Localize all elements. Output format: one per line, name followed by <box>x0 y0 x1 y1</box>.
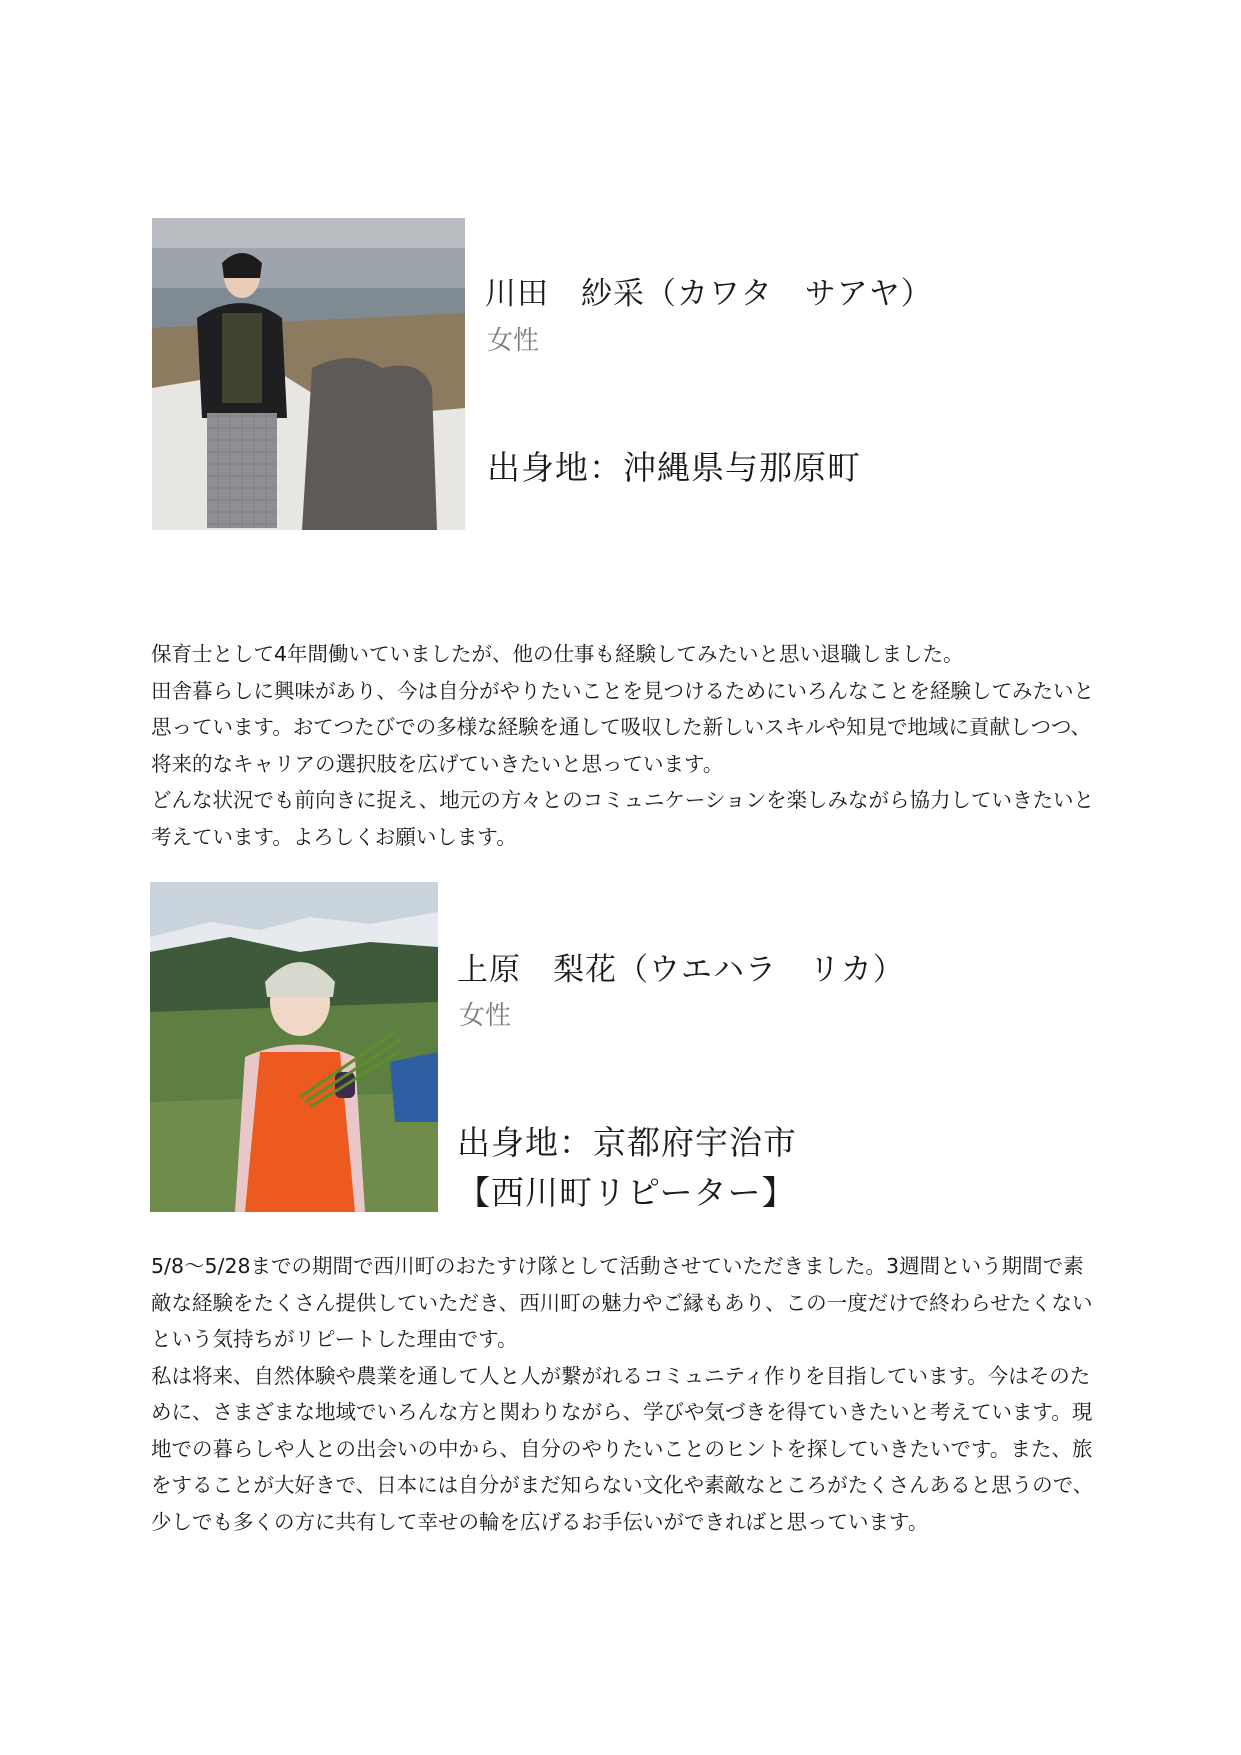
bio-paragraph: どんな状況でも前向きに捉え、地元の方々とのコミュニケーションを楽しみながら協力していきたいと考えています。よろしくお願いします。 <box>151 788 1094 849</box>
bio-paragraph: 私は将来、自然体験や農業を通して人と人が繋がれるコミュニティ作りを目指しています。今はそのために、さまざまな地域でいろんな方と関わりながら、学びや気づきを得ていきたいと考えています。現地での暮らしや人との出会いの中から、自分のやりたいことのヒントを探していきたいです。また、旅をすることが大好きで、日本には自分がまだ知らない文化や素敵なところがたくさんあると思うので、少しでも多くの方に共有して幸せの輪を広げるお手伝いができればと思っています。 <box>151 1363 1094 1534</box>
profile-gender: 女性 <box>459 1001 512 1031</box>
profile-name: 川田 紗采（カワタ サアヤ） <box>485 276 933 312</box>
bio-paragraph: 保育士として4年間働いていましたが、他の仕事も経験してみたいと思い退職しました。 <box>151 642 964 666</box>
profile-photo-uehara <box>150 882 438 1212</box>
profile-photo-kawata <box>152 218 465 530</box>
profile-bio <box>151 1248 1096 1540</box>
bio-paragraph: 5/8～5/28までの期間で西川町のおたすけ隊として活動させていただきました。3週間という期間で素敵な経験をたくさん提供していただき、西川町の魅力やご縁もあり、この一度だけで終わらせたくないという気持ちがリピートした理由です。 <box>151 1254 1093 1351</box>
bio-paragraph: 田舎暮らしに興味があり、今は自分がやりたいことを見つけるためにいろんなことを経験してみたいと思っています。おてつたびでの多様な経験を通して吸収した新しいスキルや知見で地域に貢献しつつ、将来的なキャリアの選択肢を広げていきたいと思っています。 <box>151 678 1094 776</box>
profile-name: 上原 梨花（ウエハラ リカ） <box>457 952 905 988</box>
profile-hometown: 出身地：沖縄県与那原町 <box>487 448 861 487</box>
profile-hometown: 出身地：京都府宇治市 <box>457 1123 797 1162</box>
profile-gender: 女性 <box>487 326 540 356</box>
profile-bio <box>151 636 1096 855</box>
repeater-badge: 【西川町リピーター】 <box>457 1173 796 1212</box>
